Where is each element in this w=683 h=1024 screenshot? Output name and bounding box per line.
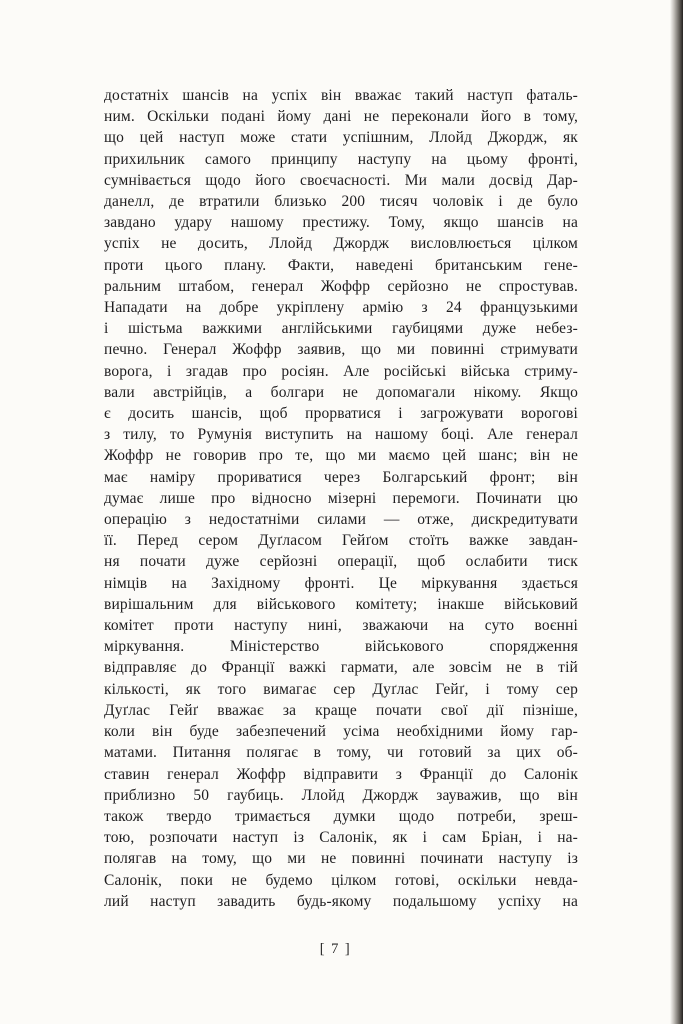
- text-line: полягав на тому, що ми не повинні починати наступу із: [104, 850, 578, 868]
- text-line: приблизно 50 гаубиць. Ллойд Джордж зауважив, що він: [104, 786, 578, 804]
- text-line: сумнівається щодо його своєчасності. Ми мали досвід Дар-: [104, 171, 578, 189]
- text-line: кількості, як того вимагає сер Дуґлас Гейґ, і тому сер: [104, 680, 578, 698]
- text-line: вали австрійців, а болгари не допомагали нікому. Якщо: [104, 383, 578, 401]
- page-number: [ 7 ]: [319, 941, 352, 957]
- text-line: проти цього плану. Факти, наведені британським гене-: [104, 256, 578, 274]
- text-line: матами. Питання полягає в тому, чи готовий за цих об-: [104, 744, 578, 762]
- text-line: її. Перед сером Дуґласом Гейґом стоїть важке завдан-: [104, 532, 578, 550]
- text-line: Нападати на добре укріплену армію з 24 французькими: [104, 299, 578, 317]
- text-line: відправляє до Франції важкі гармати, але зовсім не в тій: [104, 659, 578, 677]
- text-line: ставин генерал Жоффр відправити з Франції до Салонік: [104, 765, 578, 783]
- text-line: ральним штабом, генерал Жоффр серйозно не спростував.: [104, 277, 578, 295]
- text-line: що цей наступ може стати успішним, Ллойд Джордж, як: [104, 129, 578, 147]
- text-line: операцію з недостатніми силами — отже, дискредитувати: [104, 511, 578, 529]
- text-line: успіх не досить, Ллойд Джордж висловлюється цілком: [104, 235, 578, 253]
- text-line: має наміру прориватися через Болгарський фронт; він: [104, 468, 578, 486]
- text-line: і шістьма важкими англійськими гаубицями дуже небез-: [104, 320, 578, 338]
- text-line: вирішальним для військового комітету; інакше військовий: [104, 595, 578, 613]
- text-line: думає лише про відносно мізерні перемоги. Починати цю: [104, 489, 578, 507]
- text-line: ворога, і згадав про росіян. Але російські війська стриму-: [104, 362, 578, 380]
- text-line: Жоффр не говорив про те, що ми маємо цей шанс; він не: [104, 447, 578, 465]
- body-text: [104, 85, 578, 912]
- page-edge-shadow: [670, 0, 683, 1024]
- text-line: Дуґлас Гейґ вважає за краще почати свої дії пізніше,: [104, 701, 578, 719]
- text-line: міркування. Міністерство військового спорядження: [104, 638, 578, 656]
- text-line: печно. Генерал Жоффр заявив, що ми повинні стримувати: [104, 341, 578, 359]
- text-line: з тилу, то Румунія виступить на нашому боці. Але генерал: [104, 426, 578, 444]
- text-line: завдано удару нашому престижу. Тому, якщо шансів на: [104, 214, 578, 232]
- text-line: лий наступ завадить будь-якому подальшому успіху на: [104, 892, 578, 910]
- text-line: прихильник самого принципу наступу на цьому фронті,: [104, 150, 578, 168]
- text-line: данелл, де втратили близько 200 тисяч чоловік і де було: [104, 193, 578, 211]
- text-line: німців на Західному фронті. Це міркування здається: [104, 574, 578, 592]
- text-line: також твердо тримається думки щодо потреби, зреш-: [104, 807, 578, 825]
- text-line: тою, розпочати наступ із Салонік, як і сам Бріан, і на-: [104, 829, 578, 847]
- text-line: достатніх шансів на успіх він вважає такий наступ фаталь-: [104, 87, 578, 104]
- text-line: коли він буде забезпечений усіма необхідними йому гар-: [104, 723, 578, 741]
- text-line: комітет проти наступу нині, зважаючи на суто воєнні: [104, 617, 578, 635]
- text-line: є досить шансів, щоб прорватися і загрожувати ворогові: [104, 405, 578, 423]
- text-line: ним. Оскільки подані йому дані не переконали його в тому,: [104, 108, 578, 126]
- text-line: ня почати дуже серйозні операції, щоб ослабити тиск: [104, 553, 578, 571]
- text-line: Салонік, поки не будемо цілком готові, оскільки невда-: [104, 871, 578, 889]
